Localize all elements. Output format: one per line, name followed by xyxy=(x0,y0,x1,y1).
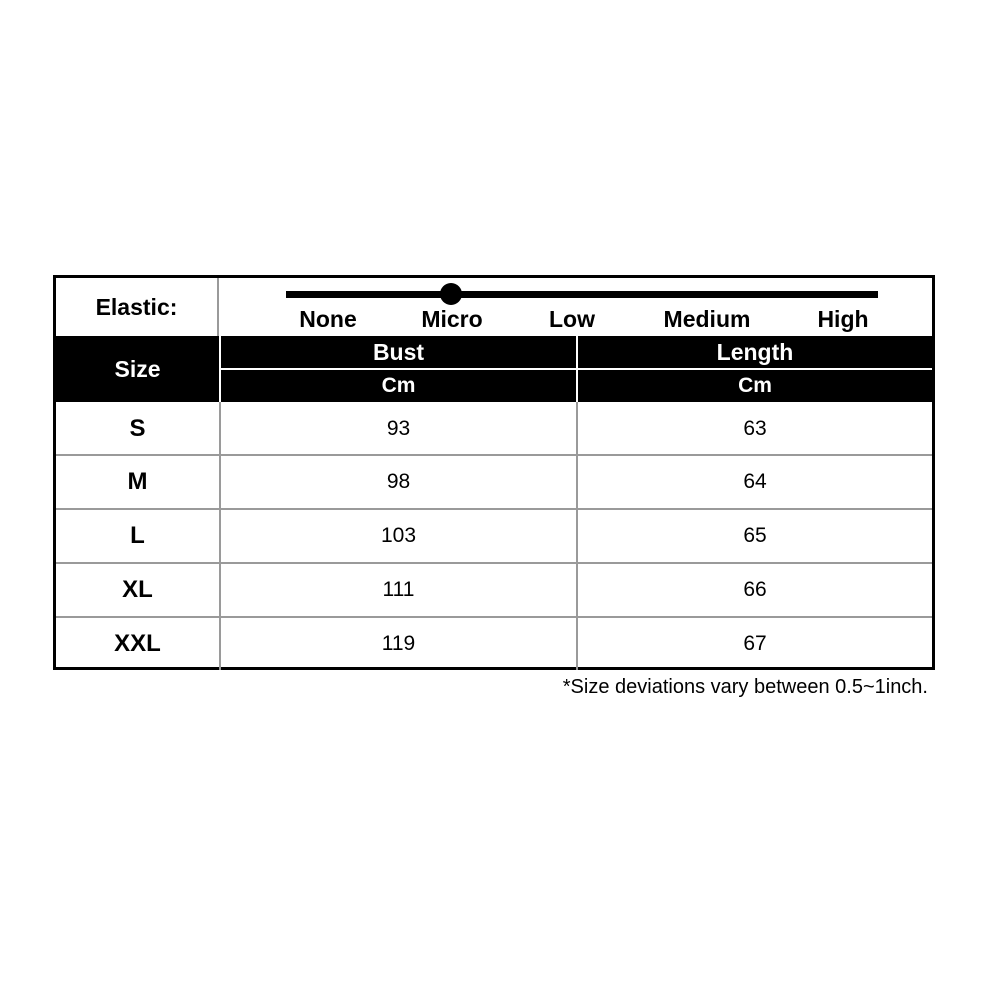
size-cell: M xyxy=(127,468,148,495)
length-cell: 65 xyxy=(743,524,767,547)
header-bust-unit: Cm xyxy=(381,374,416,397)
size-cell: L xyxy=(130,522,145,549)
size-chart xyxy=(53,275,935,670)
elastic-label: Elastic: xyxy=(56,278,219,336)
header-length xyxy=(578,336,932,402)
elasticity-track xyxy=(286,291,878,298)
header-size: Size xyxy=(114,355,161,382)
length-cell: 66 xyxy=(743,578,767,601)
elasticity-level-none: None xyxy=(299,306,357,332)
size-cell: XL xyxy=(122,576,153,603)
table-header xyxy=(56,336,932,402)
table-row xyxy=(56,508,932,562)
size-cell: XXL xyxy=(114,630,161,657)
table-row xyxy=(56,562,932,616)
header-length-label: Length xyxy=(716,338,794,365)
column-divider xyxy=(576,402,578,670)
length-cell: 64 xyxy=(743,470,767,493)
table-row xyxy=(56,616,932,670)
size-cell: S xyxy=(129,415,146,442)
length-cell: 63 xyxy=(743,417,767,440)
bust-cell: 93 xyxy=(386,417,411,440)
header-bust xyxy=(221,336,576,402)
bust-cell: 103 xyxy=(380,524,417,547)
elasticity-level-high: High xyxy=(817,306,869,332)
length-cell: 67 xyxy=(743,632,767,655)
elasticity-indicator xyxy=(440,283,462,305)
elastic-row xyxy=(56,278,932,336)
table-row xyxy=(56,454,932,508)
elasticity-level-micro: Micro xyxy=(421,306,483,332)
column-divider xyxy=(219,402,221,670)
table-row xyxy=(56,402,932,456)
size-deviation-note: *Size deviations vary between 0.5~1inch. xyxy=(562,676,928,698)
bust-cell: 119 xyxy=(381,632,416,655)
table-body xyxy=(56,402,932,670)
bust-cell: 98 xyxy=(386,470,411,493)
elasticity-scale xyxy=(221,278,932,336)
bust-cell: 111 xyxy=(382,578,415,601)
header-bust-label: Bust xyxy=(372,338,425,365)
header-length-unit: Cm xyxy=(738,374,772,397)
elasticity-level-low: Low xyxy=(549,306,595,332)
elasticity-levels xyxy=(221,306,932,336)
elasticity-level-medium: Medium xyxy=(663,306,751,332)
